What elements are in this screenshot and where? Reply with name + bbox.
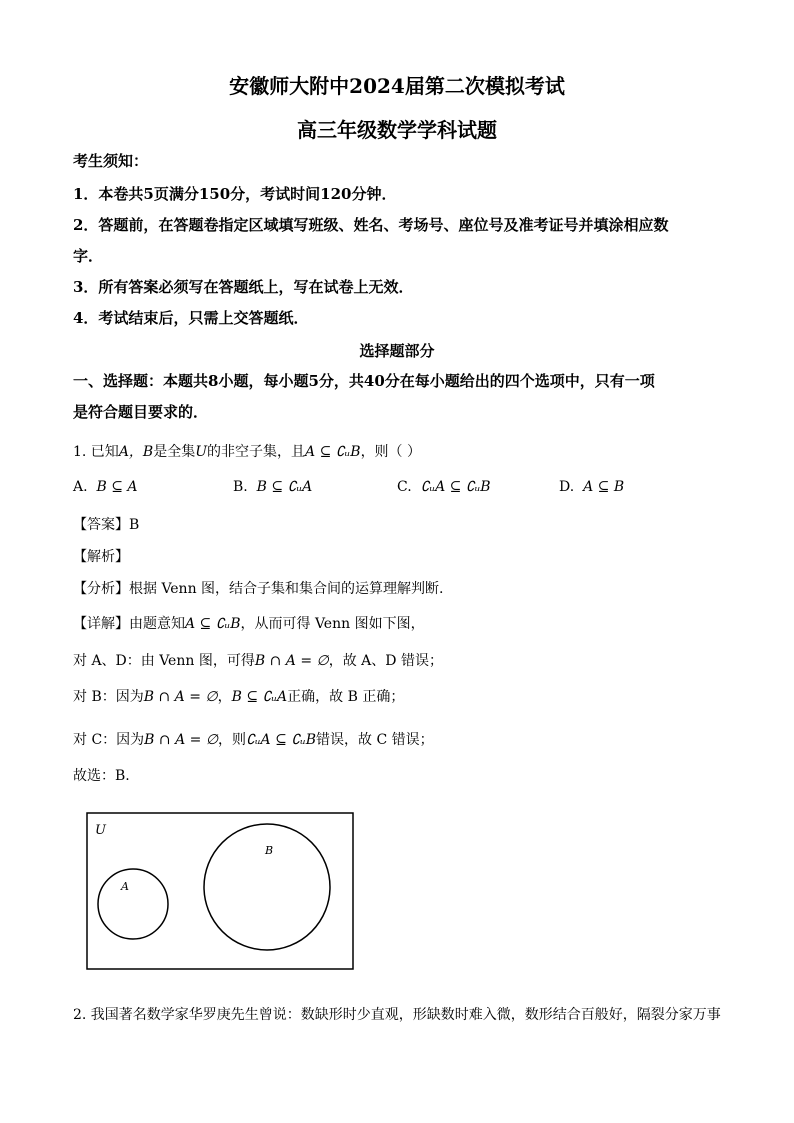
q1-stem-mid2: 的非空子集，且 [207, 444, 306, 460]
q1-option-b-label: B. [233, 479, 248, 495]
q1-option-c-math: ∁ᵤA ⊆ ∁ᵤB [420, 479, 491, 495]
q1-stem-vars: A，B [118, 444, 154, 460]
q1-line-b [73, 686, 404, 706]
set-a-circle [98, 869, 168, 939]
universe-label: U [95, 823, 106, 838]
q1-stem [73, 441, 421, 461]
q1-line-ad-math: B ∩ A = ∅ [254, 653, 329, 669]
q1-stem-prefix: 1. 已知 [73, 444, 119, 460]
q1-analysis-heading: 【解析】 [73, 549, 129, 565]
q1-detail-prefix: 【详解】由题意知 [73, 616, 185, 632]
q1-line-b-math1: B ∩ A = ∅ [143, 689, 218, 705]
set-a-label: A [121, 880, 129, 893]
q1-option-c-label: C. [397, 479, 412, 495]
q1-line-c-prefix: 对 C：因为 [73, 732, 145, 748]
q1-line-c [73, 729, 434, 749]
section-title: 选择题部分 [359, 342, 435, 360]
q1-stem-mid: 是全集 [153, 444, 196, 460]
q2-stem: 2. 我国著名数学家华罗庚先生曾说：数缺形时少直观，形缺数时难入微，数形结合百般好，隔裂分家万事 [73, 1007, 721, 1023]
q1-line-b-suffix: 正确，故 B 正确； [287, 689, 405, 705]
exam-subtitle: 高三年级数学学科试题 [297, 118, 497, 142]
notice-item-3: 3．所有答案必须写在答题纸上，写在试卷上无效． [73, 278, 414, 296]
q1-stem-u: U [195, 444, 208, 460]
notice-heading: 考生须知： [73, 152, 149, 170]
q1-detail [73, 613, 425, 633]
venn-diagram [86, 812, 356, 972]
q1-line-ad [73, 650, 443, 670]
q1-line-b-prefix: 对 B：因为 [73, 689, 144, 705]
set-b-label: B [265, 844, 274, 857]
q1-line-ad-prefix: 对 A、D：由 Venn 图，可得 [73, 653, 255, 669]
notice-item-4: 4．考试结束后，只需上交答题纸． [73, 309, 309, 327]
q1-detail-suffix: ，从而可得 Venn 图如下图， [240, 616, 425, 632]
q1-option-b [233, 479, 312, 495]
q1-option-d-math: A ⊆ B [583, 479, 625, 495]
q1-line-c-suffix: 错误，故 C 错误； [316, 732, 434, 748]
q1-option-a-math: B ⊆ A [96, 479, 138, 495]
q1-line-c-mid: ，则 [218, 732, 247, 748]
q1-line-ad-suffix: ，故 A、D 错误； [328, 653, 443, 669]
q1-option-c [397, 479, 491, 495]
q1-option-d-label: D. [559, 479, 575, 495]
q1-line-c-math2: ∁ᵤA ⊆ ∁ᵤB [246, 732, 317, 748]
q1-option-a-label: A. [73, 479, 88, 495]
notice-item-2-cont: 字． [73, 247, 104, 265]
exam-title: 安徽师大附中2024届第二次模拟考试 [229, 74, 565, 98]
q1-stem-math: A ⊆ ∁ᵤB [305, 444, 361, 460]
q1-detail-math: A ⊆ ∁ᵤB [185, 616, 241, 632]
section-instruction-2: 是符合题目要求的． [73, 403, 209, 421]
q1-conclusion: 故选：B. [73, 768, 130, 784]
notice-item-1: 1．本卷共5页满分150分，考试时间120分钟． [73, 185, 397, 203]
q1-line-c-math1: B ∩ A = ∅ [144, 732, 219, 748]
q1-line-b-math2: B ⊆ ∁ᵤA [231, 689, 288, 705]
q1-answer: 【答案】B [73, 517, 140, 533]
q1-stem-suffix: ，则（ ） [360, 444, 422, 460]
q1-line-b-mid: ， [217, 689, 232, 705]
q1-option-d [559, 479, 624, 495]
section-instruction-1: 一、选择题：本题共8小题，每小题5分，共40分在每小题给出的四个选项中，只有一项 [73, 372, 655, 390]
q1-analysis-line: 【分析】根据 Venn 图，结合子集和集合间的运算理解判断. [73, 581, 444, 597]
notice-item-2: 2．答题前，在答题卷指定区域填写班级、姓名、考场号、座位号及准考证号并填涂相应数 [73, 216, 669, 234]
set-b-circle [204, 824, 330, 950]
q1-option-b-math: B ⊆ ∁ᵤA [256, 479, 313, 495]
q1-option-a [73, 479, 138, 495]
